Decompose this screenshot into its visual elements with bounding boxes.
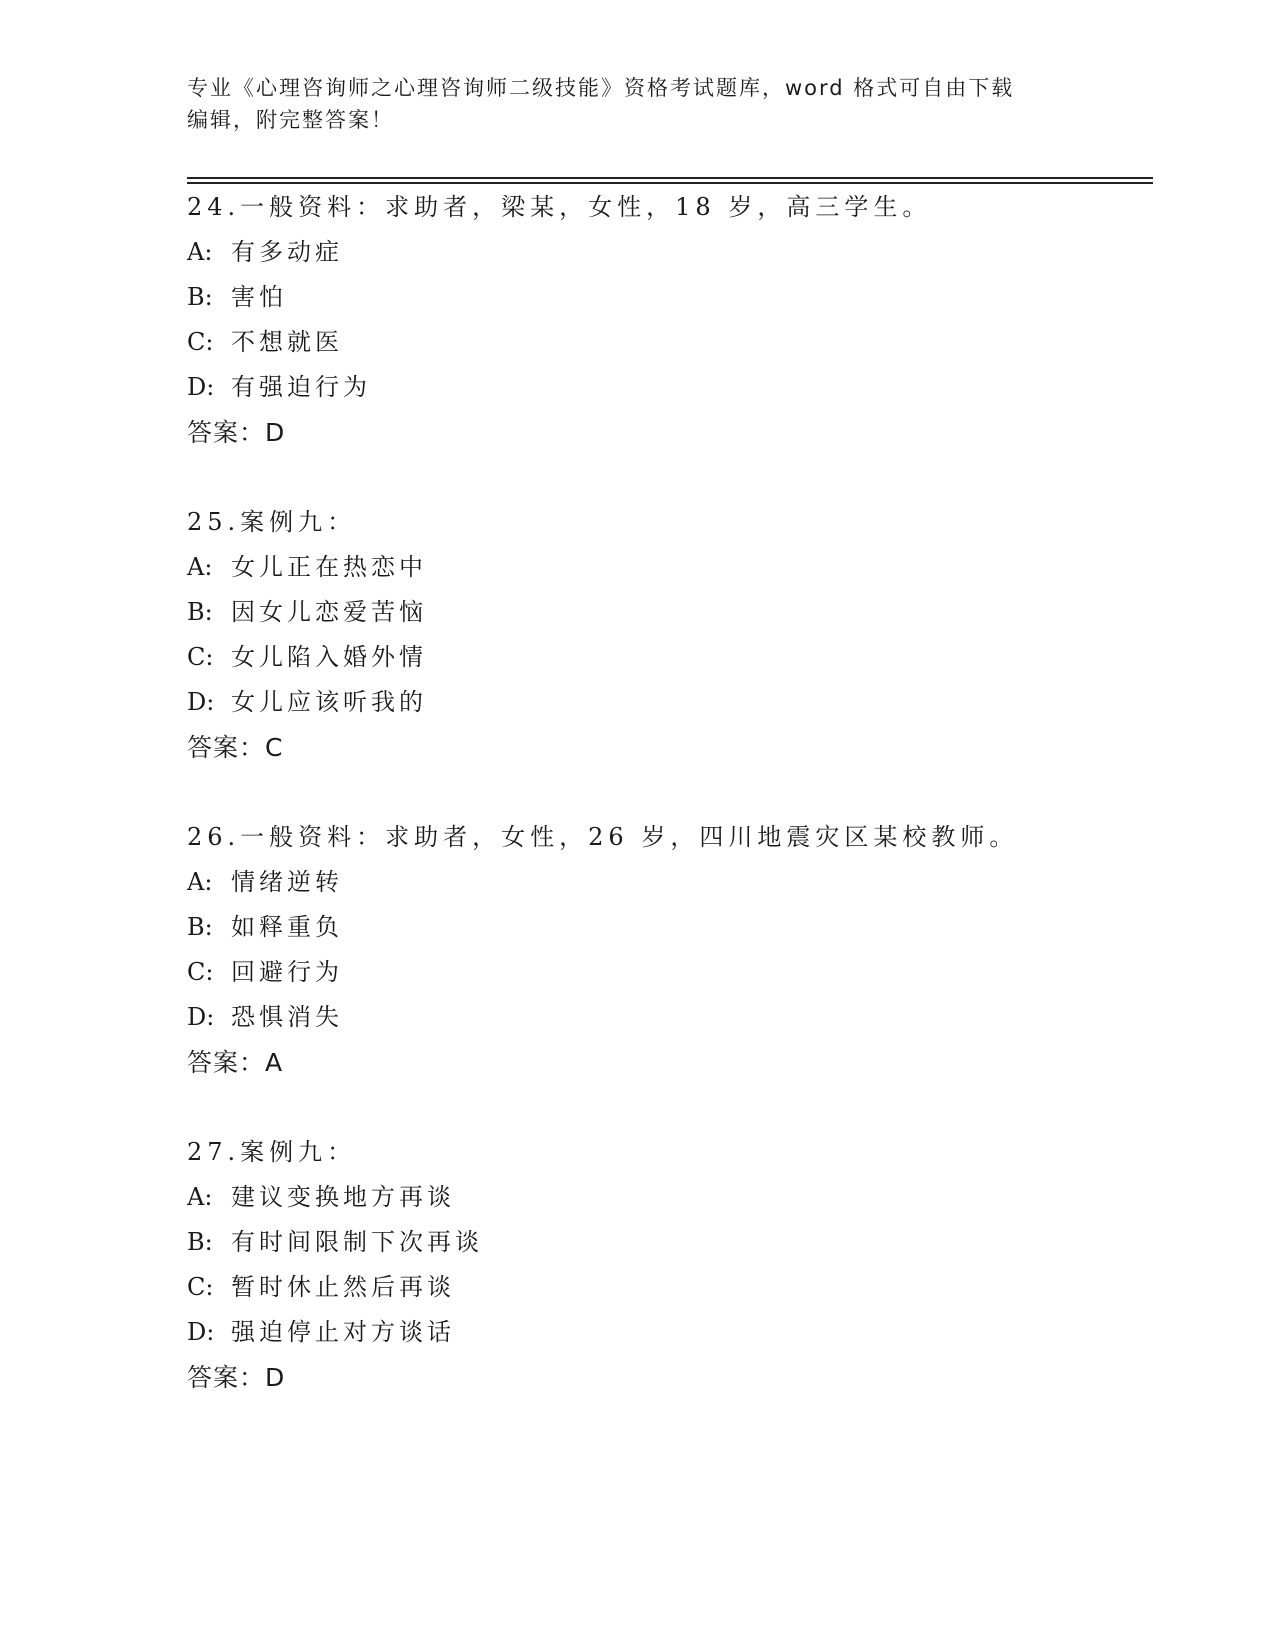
option-letter: D: bbox=[187, 1003, 215, 1031]
option-text: 如释重负 bbox=[231, 913, 343, 941]
option-text: 情绪逆转 bbox=[231, 868, 343, 896]
option-letter: D: bbox=[187, 688, 215, 716]
question-title: 27.案例九： bbox=[187, 1138, 357, 1166]
question-24 bbox=[187, 185, 1147, 455]
option-c bbox=[187, 635, 1147, 680]
option-text: 有多动症 bbox=[231, 238, 343, 266]
option-letter: C: bbox=[187, 328, 214, 356]
option-letter: A: bbox=[187, 1183, 213, 1211]
option-c bbox=[187, 1265, 1147, 1310]
header-line-2: 编辑，附完整答案！ bbox=[187, 108, 394, 132]
option-text: 因女儿恋爱苦恼 bbox=[231, 598, 427, 626]
question-25 bbox=[187, 500, 1147, 770]
option-letter: A: bbox=[187, 553, 213, 581]
answer: 答案：C bbox=[187, 733, 284, 762]
option-c bbox=[187, 950, 1147, 995]
option-letter: B: bbox=[187, 1228, 213, 1256]
option-text: 有时间限制下次再谈 bbox=[231, 1228, 483, 1256]
option-letter: B: bbox=[187, 283, 213, 311]
option-b bbox=[187, 590, 1147, 635]
document-header bbox=[187, 72, 1087, 136]
option-letter: A: bbox=[187, 868, 213, 896]
answer: 答案：A bbox=[187, 1048, 284, 1077]
option-text: 害怕 bbox=[231, 283, 287, 311]
header-divider-top bbox=[187, 177, 1153, 179]
question-title: 24.一般资料：求助者，梁某，女性，18 岁，高三学生。 bbox=[187, 193, 932, 221]
option-c bbox=[187, 320, 1147, 365]
option-b bbox=[187, 1220, 1147, 1265]
question-26 bbox=[187, 815, 1147, 1085]
header-line-1: 专业《心理咨询师之心理咨询师二级技能》资格考试题库，word 格式可自由下载 bbox=[187, 76, 1015, 100]
option-b bbox=[187, 905, 1147, 950]
option-text: 有强迫行为 bbox=[231, 373, 371, 401]
header-divider-bottom bbox=[187, 182, 1153, 184]
option-b bbox=[187, 275, 1147, 320]
option-letter: A: bbox=[187, 238, 213, 266]
answer: 答案：D bbox=[187, 418, 286, 447]
option-text: 强迫停止对方谈话 bbox=[231, 1318, 455, 1346]
option-letter: C: bbox=[187, 643, 214, 671]
question-27 bbox=[187, 1130, 1147, 1400]
option-letter: B: bbox=[187, 598, 213, 626]
option-a bbox=[187, 1175, 1147, 1220]
option-letter: B: bbox=[187, 913, 213, 941]
option-letter: C: bbox=[187, 1273, 214, 1301]
option-a bbox=[187, 230, 1147, 275]
option-text: 不想就医 bbox=[231, 328, 343, 356]
option-text: 女儿正在热恋中 bbox=[231, 553, 427, 581]
option-text: 回避行为 bbox=[231, 958, 343, 986]
option-text: 暂时休止然后再谈 bbox=[231, 1273, 455, 1301]
option-d bbox=[187, 1310, 1147, 1355]
option-letter: D: bbox=[187, 373, 215, 401]
option-d bbox=[187, 995, 1147, 1040]
option-a bbox=[187, 860, 1147, 905]
option-text: 恐惧消失 bbox=[231, 1003, 343, 1031]
option-d bbox=[187, 680, 1147, 725]
option-text: 女儿应该听我的 bbox=[231, 688, 427, 716]
option-a bbox=[187, 545, 1147, 590]
question-title: 25.案例九： bbox=[187, 508, 357, 536]
option-text: 建议变换地方再谈 bbox=[231, 1183, 455, 1211]
question-title: 26.一般资料：求助者，女性，26 岁，四川地震灾区某校教师。 bbox=[187, 823, 1019, 851]
option-letter: D: bbox=[187, 1318, 215, 1346]
option-d bbox=[187, 365, 1147, 410]
option-letter: C: bbox=[187, 958, 214, 986]
answer: 答案：D bbox=[187, 1363, 286, 1392]
option-text: 女儿陷入婚外情 bbox=[231, 643, 427, 671]
